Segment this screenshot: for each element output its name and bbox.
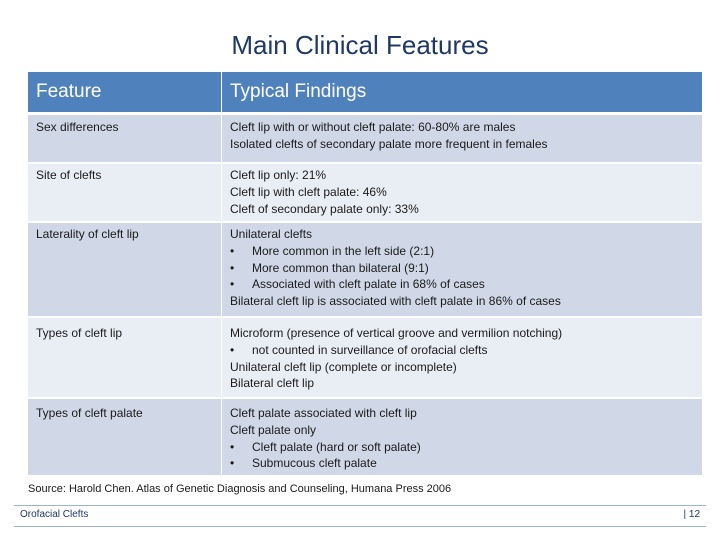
bullet-item [230, 455, 694, 472]
finding-line: Unilateral clefts [230, 227, 313, 241]
finding-line: Microform (presence of vertical groove and vermilion notching) [230, 326, 563, 340]
bullet-glyph: • [230, 456, 235, 471]
feature-cell: Sex differences [28, 115, 222, 164]
finding-line: Unilateral cleft lip (complete or incomplete) [230, 359, 457, 374]
findings-cell [222, 164, 702, 223]
table-row [28, 164, 702, 223]
finding-line: Cleft lip with cleft palate: 46% [230, 184, 387, 199]
finding-line: Cleft palate associated with cleft lip [230, 406, 417, 420]
finding-line: Isolated clefts of secondary palate more frequent in females [230, 136, 548, 151]
bullet-text: Submucous cleft palate [252, 456, 377, 471]
bullet-item [230, 439, 694, 456]
bullet-glyph: • [230, 260, 235, 275]
clinical-features-table [28, 72, 702, 477]
bullet-glyph: • [230, 277, 235, 292]
findings-cell [222, 115, 702, 164]
feature-cell: Types of cleft palate [28, 399, 222, 477]
table-row [28, 399, 702, 477]
footer-bar [14, 505, 706, 527]
finding-line: Bilateral cleft lip is associated with cleft palate in 86% of cases [230, 294, 561, 309]
bullet-glyph: • [230, 243, 235, 258]
page-number: | 12 [683, 509, 700, 520]
bullet-glyph: • [230, 342, 235, 357]
findings-cell [222, 318, 702, 399]
finding-line: Bilateral cleft lip [230, 376, 315, 391]
finding-line: Cleft of secondary palate only: 33% [230, 201, 419, 216]
bullet-text: More common in the left side (2:1) [252, 243, 435, 258]
finding-line: Cleft palate only [230, 422, 317, 437]
table-row [28, 115, 702, 164]
footer-topic: Orofacial Clefts [20, 509, 89, 520]
findings-cell [222, 399, 702, 477]
bullet-text: More common than bilateral (9:1) [252, 260, 429, 275]
feature-cell: Site of clefts [28, 164, 222, 223]
column-header-findings: Typical Findings [222, 72, 702, 115]
bullet-item [230, 260, 694, 277]
bullet-item [230, 276, 694, 293]
bullet-text: Cleft palate (hard or soft palate) [252, 439, 421, 454]
bullet-item [230, 342, 694, 359]
bullet-text: not counted in surveillance of orofacial clefts [252, 342, 488, 357]
table-row [28, 318, 702, 399]
source-citation: Source: Harold Chen. Atlas of Genetic Diagnosis and Counseling, Humana Press 2006 [28, 483, 452, 495]
bullet-item [230, 243, 694, 260]
column-header-feature: Feature [28, 72, 222, 115]
feature-cell: Laterality of cleft lip [28, 223, 222, 318]
finding-line: Cleft lip with or without cleft palate: 60-80% are males [230, 120, 516, 134]
finding-line: Cleft lip only: 21% [230, 168, 327, 182]
bullet-glyph: • [230, 439, 235, 454]
feature-cell: Types of cleft lip [28, 318, 222, 399]
table-row [28, 223, 702, 318]
bullet-text: Associated with cleft palate in 68% of cases [252, 277, 485, 292]
slide-title: Main Clinical Features [231, 30, 489, 60]
findings-cell [222, 223, 702, 318]
table-header-row [28, 72, 702, 115]
